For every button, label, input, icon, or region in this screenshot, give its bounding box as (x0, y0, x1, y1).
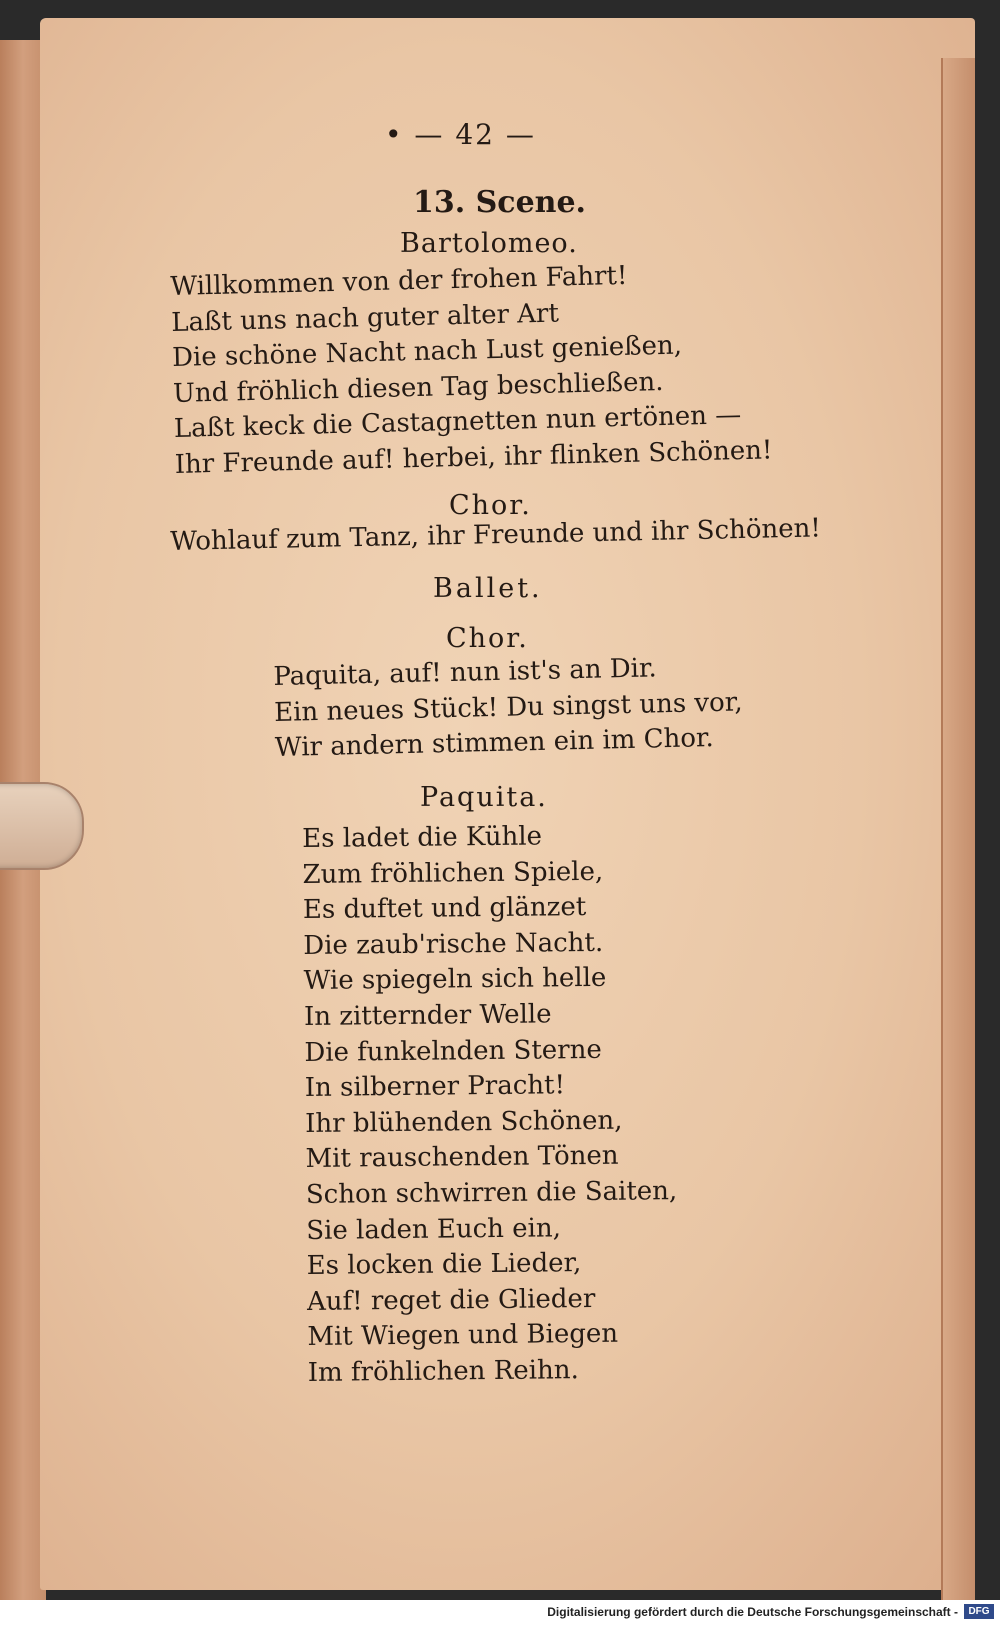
verse-line: Laßt keck die Castagnetten nun ertönen — (173, 400, 742, 444)
verse-line: Die schöne Nacht nach Lust genießen, (171, 330, 683, 373)
scene-title: 13. Scene. (413, 185, 586, 220)
verse-line: Die zaub'rische Nacht. (303, 927, 604, 961)
verse-line: Ihr blühenden Schönen, (305, 1105, 623, 1139)
verse-line: Es duftet und glänzet (302, 892, 587, 926)
verse-line: Schon schwirren die Saiten, (305, 1176, 678, 1210)
verse-line: Wohlauf zum Tanz, ihr Freunde und ihr Schönen! (170, 513, 822, 557)
paper-clip-marker (0, 782, 84, 870)
verse-line: Und fröhlich diesen Tag beschließen. (172, 366, 664, 409)
verse-line: Die funkelnden Sterne (304, 1034, 602, 1068)
verse-line: Mit rauschenden Tönen (305, 1141, 619, 1175)
funding-credit: Digitalisierung gefördert durch die Deutsche Forschungsgemeinschaft - (547, 1605, 958, 1619)
verse-line: Im fröhlichen Reihn. (307, 1355, 579, 1388)
verse-line: Es locken die Lieder, (306, 1248, 582, 1282)
speaker-heading: Bartolomeo. (400, 228, 578, 259)
verse-line: Paquita, auf! nun ist's an Dir. (273, 653, 658, 692)
verse-line: Willkommen von der frohen Fahrt! (170, 260, 628, 302)
stage-direction-heading: Ballet. (433, 573, 543, 604)
speaker-heading: Paquita. (420, 782, 548, 813)
dfg-logo: DFG (964, 1604, 994, 1619)
verse-line: Zum fröhlichen Spiele, (302, 856, 604, 890)
verse-line: Wir andern stimmen ein im Chor. (274, 723, 715, 763)
verse-block (273, 649, 744, 766)
page-number: • — 42 — (385, 118, 536, 151)
speaker-heading: Chor. (446, 623, 529, 654)
verse-line: Auf! reget die Glieder (306, 1283, 596, 1317)
verse-line: In zitternder Welle (303, 999, 552, 1032)
verse-line: Wie spiegeln sich helle (303, 963, 607, 997)
verse-line: Ihr Freunde auf! herbei, ihr flinken Schönen! (174, 434, 773, 480)
verse-line: In silberner Pracht! (304, 1070, 566, 1104)
verse-block (302, 818, 679, 1391)
verse-line: Es ladet die Kühle (302, 821, 543, 854)
digitization-footer (0, 1600, 1000, 1625)
page-edge-right (941, 58, 975, 1600)
verse-line: Laßt uns nach guter alter Art (170, 298, 560, 338)
verse-block (170, 255, 773, 483)
verse-line: Ein neues Stück! Du singst uns vor, (273, 686, 743, 728)
verse-line: Mit Wiegen und Biegen (307, 1319, 619, 1353)
verse-line: Sie laden Euch ein, (306, 1212, 562, 1246)
speaker-heading: Chor. (449, 490, 532, 521)
